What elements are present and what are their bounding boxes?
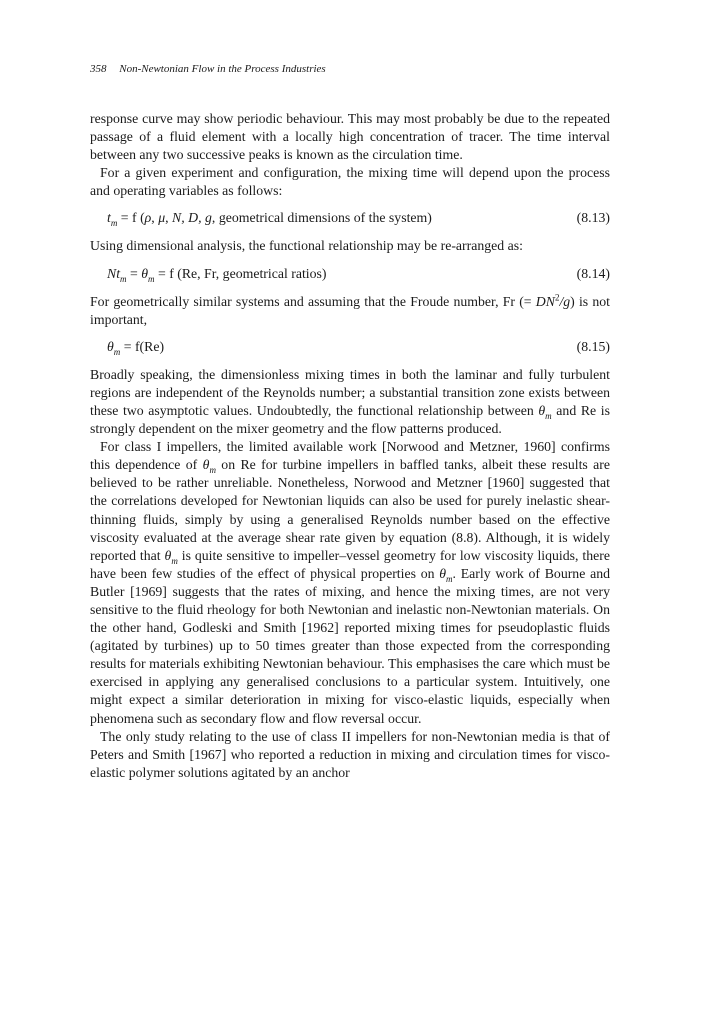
running-title: Non-Newtonian Flow in the Process Industries xyxy=(119,63,326,75)
paragraph-3: Using dimensional analysis, the functional relationship may be re-arranged as: xyxy=(90,238,523,254)
page-number: 358 xyxy=(90,63,107,75)
paragraph-1: response curve may show periodic behaviour. This may most probably be due to the repeated passage of a fluid element with a locally high concentration of tracer. The time interval between any two successive peaks is known as the circulation time. xyxy=(90,111,610,163)
equation-8-14-body: $Nt_m = \theta_m = f$ (Re, Fr, geometrical ratios) xyxy=(107,265,327,284)
equation-8-15-body: $\theta_m = f(Re)$ xyxy=(107,338,165,357)
equation-8-13 xyxy=(90,209,610,227)
equation-number-8-13: (8.13) xyxy=(576,210,610,226)
paragraph-4: For geometrically similar systems and assuming that the Froude number, Fr (= $DN^2/g$) is not important, xyxy=(90,291,610,327)
equation-8-13-body: $t_m = f$ (ρ, μ, N, D, g, geometrical dimensions of the system) xyxy=(107,210,432,229)
paragraph-6: For class I impellers, the limited available work [Norwood and Metzner, 1960] confirms this dependence of $\theta_m$ on Re for turbine impellers in baffled tanks, albeit these results are believed to be rather unreliable. Nonetheless, Norwood and Metzner [1960] suggested that the correlations developed for Newtonian liquids can also be used for purely inelastic shear-thinning fluids, simply by using a generalised Reynolds number based on the effective viscosity evaluated at the average shear rate given by equation (8.8). Although, it is widely reported that $\theta_m$ is quite sensitive to impeller–vessel geometry for low viscosity liquids, there have been few studies of the effect of physical properties on $\theta_m$. Early work of Bourne and Butler [1969] suggests that the rates of mixing, and hence the mixing times, are not very sensitive to the fluid rheology for both Newtonian and inelastic non-Newtonian materials. On the other hand, Godleski and Smith [1962] reported mixing times for pseudoplastic fluids (agitated by turbines) up to 50 times greater than those expected from the corresponding results for materials exhibiting Newtonian behaviour. This emphasises the care which must be exercised in applying any generalised conclusions to a particular system. Intuitively, one might expect a similar deterioration in mixing for visco-elastic liquids, especially when phenomena such as secondary flow and flow reversal occur. xyxy=(90,439,610,726)
equation-8-14 xyxy=(90,265,610,283)
paragraph-7: The only study relating to the use of class II impellers for non-Newtonian media is that of Peters and Smith [1967] who reported a reduction in mixing and circulation times for visco-elastic polymer solutions agitated by an anchor xyxy=(90,728,610,780)
equation-number-8-15: (8.15) xyxy=(576,338,610,354)
paragraph-5: Broadly speaking, the dimensionless mixing times in both the laminar and fully turbulent regions are independent of the Reynolds number; a substantial transition zone exists between these two asymptotic values. Undoubtedly, the functional relationship between $\theta_m$ and Re is strongly dependent on the mixer geometry and the flow patterns produced. xyxy=(90,366,610,437)
equation-8-15 xyxy=(90,338,610,356)
running-header xyxy=(90,62,610,76)
page xyxy=(90,62,610,782)
paragraph-2: For a given experiment and configuration, the mixing time will depend upon the process and operating variables as follows: xyxy=(90,165,610,199)
equation-number-8-14: (8.14) xyxy=(576,265,610,281)
